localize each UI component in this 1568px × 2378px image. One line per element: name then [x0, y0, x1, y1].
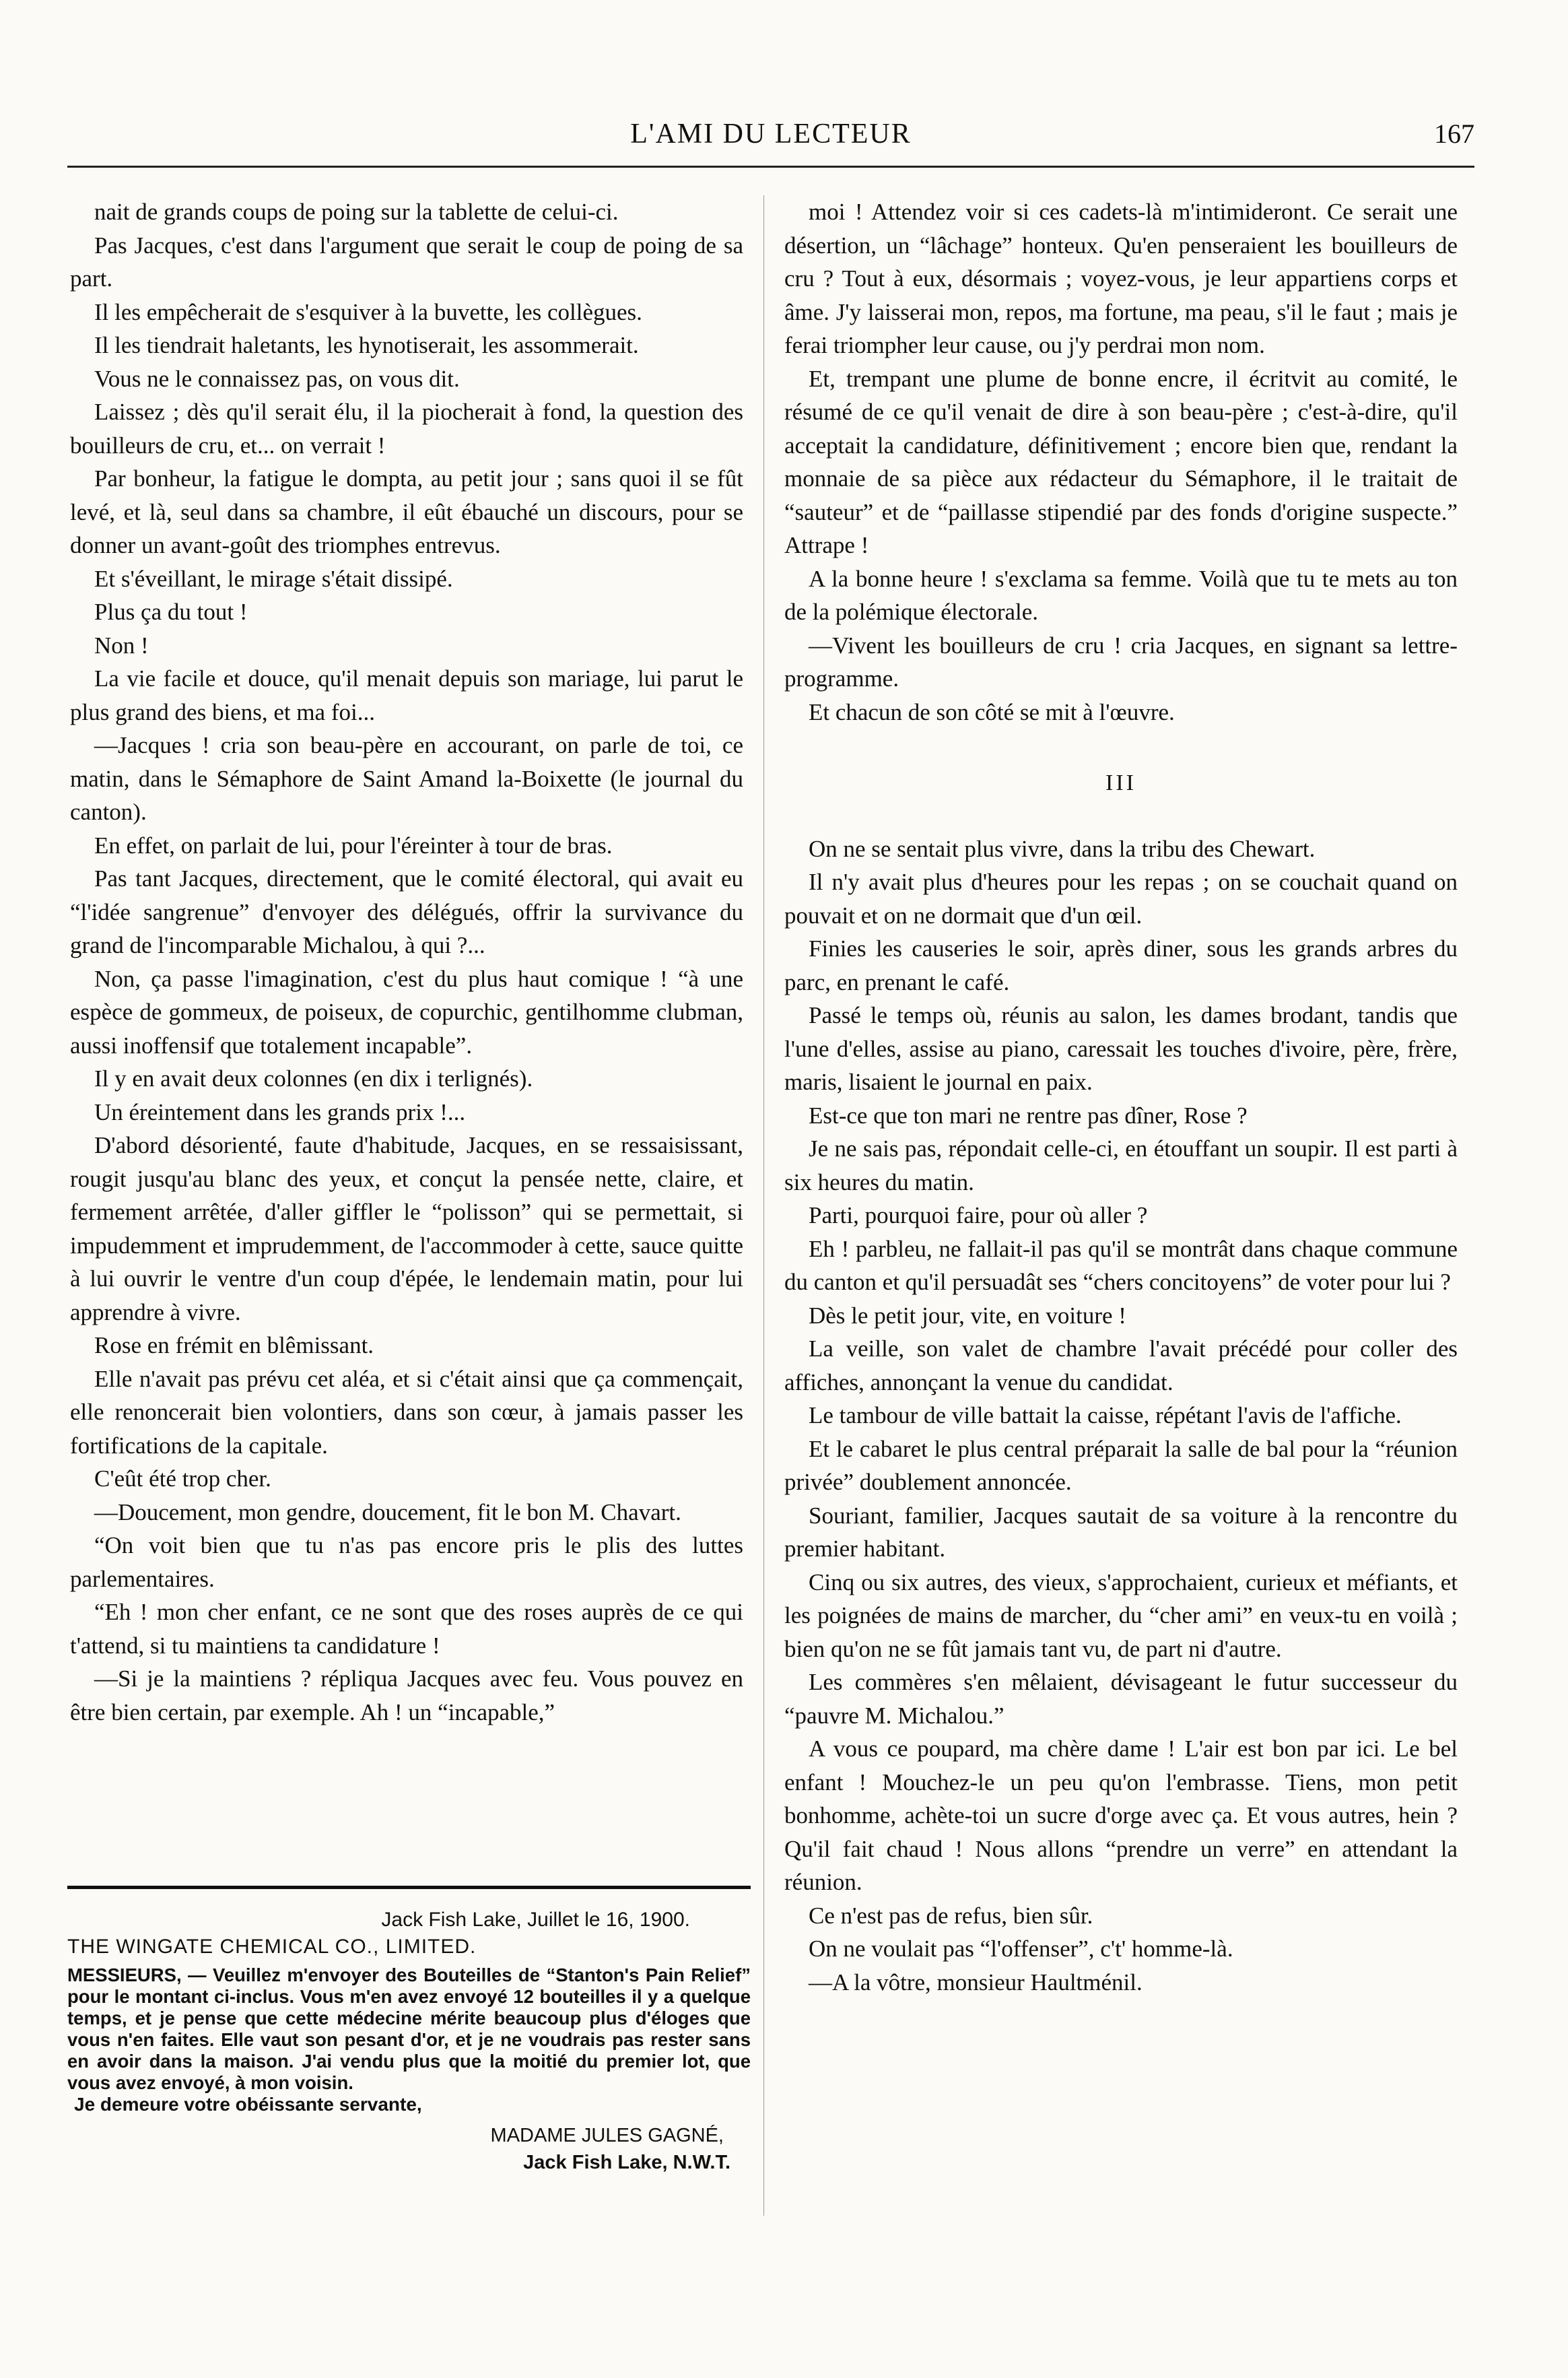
- right-column: [784, 195, 1458, 1999]
- right-paragraph: Cinq ou six autres, des vieux, s'approchaient, curieux et méfiants, et les poignées de mains de marcher, du “cher ami” en veux-tu en voilà ; bien qu'on ne se fût jamais tant vu, de part ni d'autre.: [784, 1568, 1458, 1662]
- header-rule: [67, 166, 1474, 168]
- left-paragraph: Par bonheur, la fatigue le dompta, au petit jour ; sans quoi il se fût levé, et là, seul dans sa chambre, il eût ébauché un discours, pour se donner un avant-goût des triomphes entrevus.: [70, 465, 743, 558]
- right-paragraph: Ce n'est pas de refus, bien sûr.: [809, 1902, 1093, 1929]
- advert-company: THE WINGATE CHEMICAL CO., LIMITED.: [67, 1936, 477, 1958]
- right-paragraph: —Vivent les bouilleurs de cru ! cria Jacques, en signant sa lettre-programme.: [784, 632, 1458, 692]
- left-paragraph: Il y en avait deux colonnes (en dix i terlignés).: [94, 1065, 533, 1092]
- left-paragraph: —Si je la maintiens ? répliqua Jacques avec feu. Vous pouvez en être bien certain, par exemple. Ah ! un “incapable,”: [70, 1665, 743, 1725]
- right-paragraph: On ne voulait pas “l'offenser”, c't' homme-là.: [809, 1936, 1233, 1962]
- left-paragraph: D'abord désorienté, faute d'habitude, Jacques, en se ressaisissant, rougit jusqu'au blanc des yeux, et conçut la pensée nette, claire, et fermement arrêtée, d'aller giffler le “polisson” qui se permettait, si impudemment et imprudemment, de l'accommoder à cette, sauce quitte à lui ouvrir le ventre d'un coup d'épée, le lendemain matin, pour lui apprendre à vivre.: [70, 1132, 743, 1325]
- left-column: [70, 195, 743, 1729]
- section-number: III: [1105, 770, 1136, 795]
- page-number: 167: [1434, 119, 1474, 149]
- testimonial-advert: [67, 1886, 751, 2176]
- left-paragraph: Laissez ; dès qu'il serait élu, il la piocherait à fond, la question des bouilleurs de cru, et... on verrait !: [70, 399, 743, 459]
- right-paragraph: A vous ce poupard, ma chère dame ! L'air est bon par ici. Le bel enfant ! Mouchez-le un peu qu'on l'embrasse. Tiens, mon petit bonhomme, achète-toi un sucre d'orge avec ça. Et vous autres, hein ? Qu'il fait chaud ! Nous allons “prendre un verre” en attendant la réunion.: [784, 1736, 1458, 1895]
- left-paragraph: Un éreintement dans les grands prix !...: [94, 1098, 466, 1125]
- advert-body: MESSIEURS, — Veuillez m'envoyer des Bouteilles de “Stanton's Pain Relief” pour le montant ci-inclus. Vous m'en avez envoyé 12 bouteilles il y a quelque temps, et je pense que cette médecine mérite beaucoup plus d'éloges que vous n'en faites. Elle vaut son pesant d'or, et je ne voudrais pas rester sans en avoir dans la maison. J'ai vendu plus que la moitié du premier lot, que vous avez envoyé, à mon voisin.: [67, 1964, 751, 2093]
- right-paragraph: —A la vôtre, monsieur Haultménil.: [809, 1969, 1143, 1995]
- column-divider: [763, 195, 764, 2216]
- left-paragraph: Rose en frémit en blêmissant.: [94, 1332, 374, 1358]
- right-paragraph: Et, trempant une plume de bonne encre, il écritvit au comité, le résumé de ce qu'il venait de dire à son beau-père ; c'est-à-dire, qu'il acceptait la candidature, définitivement ; encore bien que, rendant la monnaie de sa pièce aux rédacteur du Sémaphore, il le traitait de “sauteur” et de “paillasse stipendié par des fonds d'origine suspecte.” Attrape !: [784, 365, 1458, 558]
- left-paragraph: Plus ça du tout !: [94, 599, 248, 625]
- right-paragraph: La veille, son valet de chambre l'avait précédé pour coller des affiches, annonçant la venue du candidat.: [784, 1335, 1458, 1395]
- right-paragraph: Je ne sais pas, répondait celle-ci, en étouffant un soupir. Il est parti à six heures du matin.: [784, 1135, 1458, 1195]
- advert-rule: [67, 1886, 751, 1889]
- left-paragraph: —Jacques ! cria son beau-père en accourant, on parle de toi, ce matin, dans le Sémaphore de Saint Amand la-Boixette (le journal du canton).: [70, 732, 743, 825]
- left-paragraph: La vie facile et douce, qu'il menait depuis son mariage, lui parut le plus grand des biens, et ma foi...: [70, 665, 743, 725]
- left-paragraph: “Eh ! mon cher enfant, ce ne sont que des roses auprès de ce qui t'attend, si tu maintiens ta candidature !: [70, 1599, 743, 1659]
- left-paragraph: En effet, on parlait de lui, pour l'éreinter à tour de bras.: [94, 832, 613, 859]
- right-paragraph: Souriant, familier, Jacques sautait de sa voiture à la rencontre du premier habitant.: [784, 1502, 1458, 1562]
- right-paragraph: Et chacun de son côté se mit à l'œuvre.: [809, 698, 1175, 725]
- left-paragraph: Et s'éveillant, le mirage s'était dissipé.: [94, 565, 453, 592]
- left-paragraph: Pas Jacques, c'est dans l'argument que serait le coup de poing de sa part.: [70, 232, 743, 292]
- left-paragraph: Non, ça passe l'imagination, c'est du plus haut comique ! “à une espèce de gommeux, de poiseux, de copurchic, gentilhomme clubman, aussi inoffensif que totalement incapable”.: [70, 965, 743, 1059]
- advert-closing: Je demeure votre obéissante servante,: [74, 2094, 422, 2115]
- right-paragraph: Est-ce que ton mari ne rentre pas dîner, Rose ?: [809, 1102, 1248, 1129]
- right-paragraph: Il n'y avait plus d'heures pour les repas ; on se couchait quand on pouvait et on ne dormait que d'un œil.: [784, 869, 1458, 929]
- left-paragraph: —Doucement, mon gendre, doucement, fit le bon M. Chavart.: [94, 1498, 681, 1525]
- left-paragraph: Il les empêcherait de s'esquiver à la buvette, les collègues.: [94, 298, 642, 325]
- left-paragraph: Elle n'avait pas prévu cet aléa, et si c'était ainsi que ça commençait, elle renoncerait bien volontiers, dans son cœur, à jamais passer les fortifications de la capitale.: [70, 1365, 743, 1459]
- right-paragraph: Dès le petit jour, vite, en voiture !: [809, 1302, 1126, 1329]
- left-paragraph: C'eût été trop cher.: [94, 1465, 271, 1492]
- right-paragraph: Parti, pourquoi faire, pour où aller ?: [809, 1202, 1148, 1228]
- advert-signature: MADAME JULES GAGNÉ,: [490, 2125, 724, 2146]
- left-paragraph: Pas tant Jacques, directement, que le comité électoral, qui avait eu “l'idée sangrenue” d'envoyer des délégués, offrir la survivance du grand de l'incomparable Michalou, à qui ?...: [70, 865, 743, 958]
- right-paragraph: Le tambour de ville battait la caisse, répétant l'avis de l'affiche.: [809, 1402, 1402, 1428]
- right-paragraph: A la bonne heure ! s'exclama sa femme. Voilà que tu te mets au ton de la polémique électorale.: [784, 565, 1458, 625]
- advert-date: Jack Fish Lake, Juillet le 16, 1900.: [381, 1909, 690, 1931]
- right-paragraph: Finies les causeries le soir, après diner, sous les grands arbres du parc, en prenant le café.: [784, 935, 1458, 995]
- right-paragraph: Et le cabaret le plus central préparait la salle de bal pour la “réunion privée” doublement annoncée.: [784, 1435, 1458, 1495]
- right-paragraph: On ne se sentait plus vivre, dans la tribu des Chewart.: [809, 835, 1316, 862]
- right-column-part-one: [784, 195, 1458, 729]
- right-paragraph: moi ! Attendez voir si ces cadets-là m'intimideront. Ce serait une désertion, un “lâchage” honteux. Qu'en penseraient les bouilleurs de cru ? Tout à eux, désormais ; voyez-vous, je leur appartiens corps et âme. J'y laisserai mon, repos, ma fortune, ma peau, s'il le faut ; mais je ferai triompher leur cause, ou j'y perdrai mon nom.: [784, 199, 1458, 358]
- right-column-part-two: [784, 832, 1458, 2000]
- advert-place: Jack Fish Lake, N.W.T.: [523, 2152, 730, 2173]
- running-title: L'AMI DU LECTEUR: [630, 119, 912, 150]
- left-paragraph: Il les tiendrait haletants, les hynotiserait, les assommerait.: [94, 332, 639, 358]
- left-paragraph: Vous ne le connaissez pas, on vous dit.: [94, 365, 460, 392]
- right-paragraph: Eh ! parbleu, ne fallait-il pas qu'il se montrât dans chaque commune du canton et qu'il persuadât ses “chers concitoyens” de voter pour lui ?: [784, 1235, 1458, 1295]
- left-paragraph: nait de grands coups de poing sur la tablette de celui-ci.: [94, 199, 619, 225]
- right-paragraph: Passé le temps où, réunis au salon, les dames brodant, tandis que l'une d'elles, assise au piano, caressait les touches d'ivoire, père, frère, maris, lisaient le journal en paix.: [784, 1002, 1458, 1095]
- page-header: [67, 118, 1474, 158]
- right-paragraph: Les commères s'en mêlaient, dévisageant le futur successeur du “pauvre M. Michalou.”: [784, 1669, 1458, 1729]
- left-paragraph: Non !: [94, 632, 149, 659]
- left-paragraph: “On voit bien que tu n'as pas encore pris le plis des luttes parlementaires.: [70, 1532, 743, 1592]
